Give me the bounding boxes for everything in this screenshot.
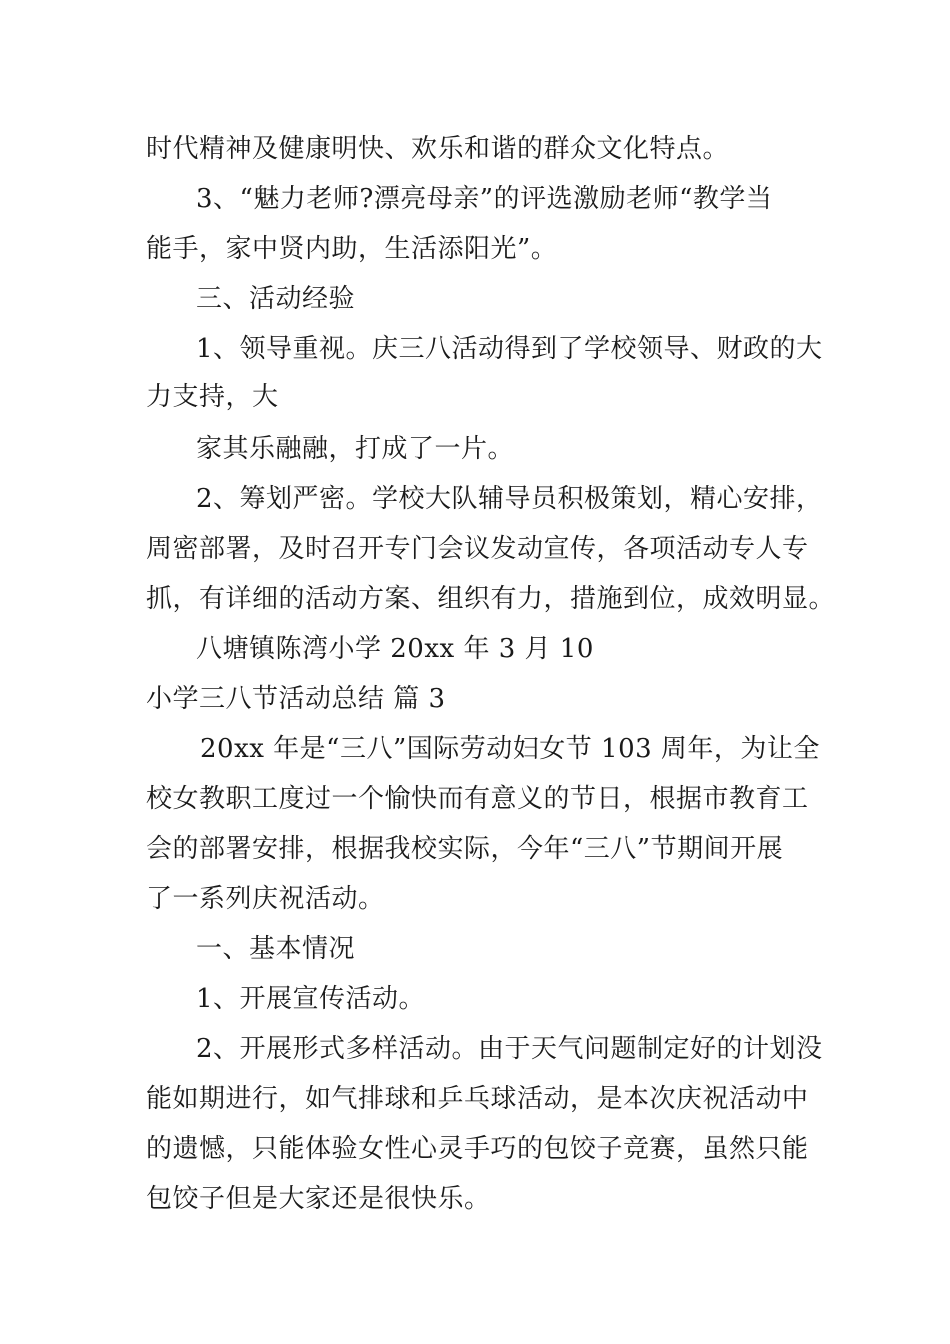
paragraph-line: 了一系列庆祝活动。 <box>146 884 385 914</box>
paragraph-line: 会的部署安排，根据我校实际，今年“三八”节期间开展 <box>146 834 784 864</box>
paragraph-line: 1、开展宣传活动。 <box>196 984 426 1014</box>
paragraph-line: 家其乐融融，打成了一片。 <box>196 434 515 464</box>
paragraph-line: 3、“魅力老师?漂亮母亲”的评选激励老师“教学当 <box>196 184 773 214</box>
paragraph-line: 能如期进行，如气排球和乒乓球活动，是本次庆祝活动中 <box>146 1084 809 1114</box>
paragraph-line: 抓，有详细的活动方案、组织有力，措施到位，成效明显。 <box>146 584 836 614</box>
paragraph-line: 周密部署，及时召开专门会议发动宣传，各项活动专人专 <box>146 534 809 564</box>
paragraph-line: 的遗憾，只能体验女性心灵手巧的包饺子竞赛，虽然只能 <box>146 1134 809 1164</box>
paragraph-line: 时代精神及健康明快、欢乐和谐的群众文化特点。 <box>146 134 730 164</box>
section-heading: 三、活动经验 <box>196 284 356 314</box>
section-heading: 一、基本情况 <box>196 934 356 964</box>
paragraph-line: 20xx 年是“三八”国际劳动妇女节 103 周年，为让全 <box>200 734 820 764</box>
paragraph-line: 力支持，大 <box>146 382 279 412</box>
signature-line: 八塘镇陈湾小学 20xx 年 3 月 10 <box>196 634 594 664</box>
paragraph-line: 2、筹划严密。学校大队辅导员积极策划，精心安排， <box>196 484 823 514</box>
paragraph-line: 2、开展形式多样活动。由于天气问题制定好的计划没 <box>196 1034 823 1064</box>
paragraph-line: 1、领导重视。庆三八活动得到了学校领导、财政的大 <box>196 334 823 364</box>
paragraph-line: 校女教职工度过一个愉快而有意义的节日，根据市教育工 <box>146 784 809 814</box>
paragraph-line: 包饺子但是大家还是很快乐。 <box>146 1184 491 1214</box>
article-title: 小学三八节活动总结 篇 3 <box>146 684 446 714</box>
paragraph-line: 能手，家中贤内助，生活添阳光”。 <box>146 234 558 264</box>
